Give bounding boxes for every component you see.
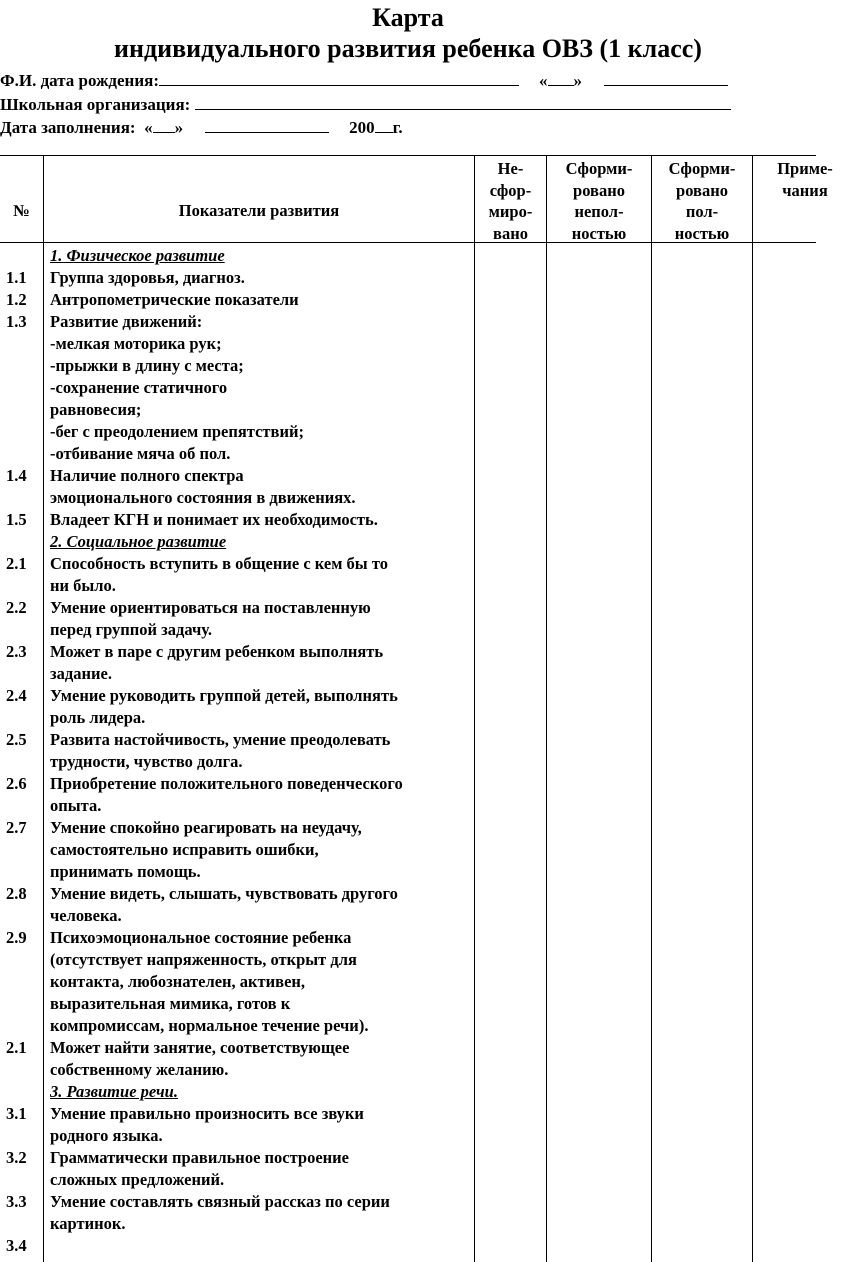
indicator-text: трудности, чувство долга. xyxy=(50,752,243,771)
school-line xyxy=(0,95,731,115)
indicator-text: Способность вступить в общение с кем бы то xyxy=(50,554,388,573)
row-number: 1.5 xyxy=(6,510,27,529)
row-number xyxy=(0,971,38,993)
school-label: Школьная организация: xyxy=(0,95,191,114)
table-row xyxy=(0,993,470,1015)
row-number xyxy=(0,905,38,927)
indicator-text: Грамматически правильное построение xyxy=(50,1148,349,1167)
table-row xyxy=(0,575,470,597)
day-field[interactable] xyxy=(548,71,574,86)
section-title xyxy=(38,1081,470,1103)
indicator-text: Психоэмоциональное состояние ребенка xyxy=(50,928,352,947)
row-number xyxy=(0,355,38,377)
row-number xyxy=(0,619,38,641)
indicator-text: картинок. xyxy=(50,1214,126,1233)
indicator-text: перед группой задачу. xyxy=(50,620,213,639)
table-body xyxy=(0,245,470,1257)
section-heading-row xyxy=(0,245,470,267)
date-line xyxy=(0,118,403,138)
indicator-text: задание. xyxy=(50,664,112,683)
row-number xyxy=(0,1213,38,1235)
table-row xyxy=(0,597,470,619)
fio-line xyxy=(0,71,728,91)
fio-quote-close: » xyxy=(573,71,582,90)
indicator-text: Группа здоровья, диагноз. xyxy=(50,268,245,287)
table-row xyxy=(0,1037,470,1059)
table-row xyxy=(0,1147,470,1169)
table-row xyxy=(0,267,470,289)
row-number xyxy=(0,487,38,509)
table-row xyxy=(0,773,470,795)
row-number xyxy=(0,861,38,883)
row-number xyxy=(0,949,38,971)
document-title: Карта xyxy=(372,3,444,32)
row-number xyxy=(0,333,38,355)
header-num: № xyxy=(13,201,30,220)
indicator-text: Развита настойчивость, умение преодолевать xyxy=(50,730,391,749)
row-number: 2.6 xyxy=(6,774,27,793)
indicator-text: Умение видеть, слышать, чувствовать другого xyxy=(50,884,398,903)
table-row xyxy=(0,1213,470,1235)
indicator-text: Умение спокойно реагировать на неудачу, xyxy=(50,818,362,837)
row-number: 2.1 xyxy=(6,554,27,573)
indicator-text: ни было. xyxy=(50,576,116,595)
row-number: 1.3 xyxy=(6,312,27,331)
indicator-text: контакта, любознателен, активен, xyxy=(50,972,306,991)
table-row xyxy=(0,399,470,421)
month-field[interactable] xyxy=(604,71,728,86)
indicator-text: Может в паре с другим ребенком выполнять xyxy=(50,642,384,661)
table-row xyxy=(0,817,470,839)
year-suffix: г. xyxy=(392,118,403,137)
table-row xyxy=(0,949,470,971)
row-number: 2.1 xyxy=(6,1038,27,1057)
table-row xyxy=(0,751,470,773)
date-month-field[interactable] xyxy=(205,118,329,133)
indicator-text: -мелкая моторика рук; xyxy=(50,334,222,353)
row-number: 2.3 xyxy=(6,642,27,661)
table-row xyxy=(0,619,470,641)
row-number xyxy=(0,399,38,421)
table-row xyxy=(0,641,470,663)
header-indicators: Показатели развития xyxy=(178,201,340,220)
indicator-text: принимать помощь. xyxy=(50,862,201,881)
section-heading-row xyxy=(0,531,470,553)
birth-date-field[interactable] xyxy=(159,71,519,86)
row-number: 1.4 xyxy=(6,466,27,485)
header-notes: Приме- чания xyxy=(777,159,833,200)
table-row xyxy=(0,795,470,817)
indicator-text: опыта. xyxy=(50,796,102,815)
table-row xyxy=(0,509,470,531)
section-title xyxy=(38,531,470,553)
table-row xyxy=(0,1169,470,1191)
table-row xyxy=(0,553,470,575)
table-row xyxy=(0,685,470,707)
table-row xyxy=(0,333,470,355)
row-number xyxy=(0,1125,38,1147)
indicator-text: самостоятельно исправить ошибки, xyxy=(50,840,319,859)
indicator-text: Умение составлять связный рассказ по серии xyxy=(50,1192,390,1211)
header-partly-formed: Сформи- ровано непол- ностью xyxy=(565,159,633,243)
row-number: 2.2 xyxy=(6,598,27,617)
table-row xyxy=(0,355,470,377)
row-number xyxy=(0,1059,38,1081)
table-row xyxy=(0,465,470,487)
row-number: 2.9 xyxy=(6,928,27,947)
date-quote-close: » xyxy=(174,118,184,137)
indicator-text: Может найти занятие, соответствующее xyxy=(50,1038,350,1057)
section-title-text: 2. Социальное развитие xyxy=(50,532,227,551)
table-row xyxy=(0,971,470,993)
indicator-text: Антропометрические показатели xyxy=(50,290,299,309)
row-number xyxy=(0,1081,38,1103)
row-number xyxy=(0,707,38,729)
row-number: 2.8 xyxy=(6,884,27,903)
year-field[interactable] xyxy=(375,118,393,133)
fio-quote-open: « xyxy=(539,71,548,90)
table-row xyxy=(0,1235,470,1257)
table-row xyxy=(0,1191,470,1213)
table-row xyxy=(0,905,470,927)
indicator-text: эмоционального состояния в движениях. xyxy=(50,488,356,507)
indicator-text: Приобретение положительного поведенческого xyxy=(50,774,403,793)
row-number: 1.1 xyxy=(6,268,27,287)
row-number xyxy=(0,993,38,1015)
indicator-text: (отсутствует напряженность, открыт для xyxy=(50,950,357,969)
date-label: Дата заполнения: « xyxy=(0,118,153,137)
table-row xyxy=(0,1125,470,1147)
row-number xyxy=(0,575,38,597)
indicator-text: Умение ориентироваться на поставленную xyxy=(50,598,371,617)
row-number xyxy=(0,795,38,817)
indicator-text: человека. xyxy=(50,906,122,925)
school-field[interactable] xyxy=(195,95,731,110)
row-number: 3.1 xyxy=(6,1104,27,1123)
row-number xyxy=(0,1169,38,1191)
section-title-text: 3. Развитие речи. xyxy=(50,1082,178,1101)
row-number: 2.4 xyxy=(6,686,27,705)
row-number xyxy=(0,531,38,553)
document-subtitle: индивидуального развития ребенка ОВЗ (1 класс) xyxy=(114,34,702,63)
row-number xyxy=(0,245,38,267)
indicator-text: собственному желанию. xyxy=(50,1060,229,1079)
table-row xyxy=(0,839,470,861)
table-row xyxy=(0,663,470,685)
row-number xyxy=(0,751,38,773)
row-number xyxy=(0,377,38,399)
row-number: 3.3 xyxy=(6,1192,27,1211)
section-title xyxy=(38,245,470,267)
indicator-text: Развитие движений: xyxy=(50,312,203,331)
indicator-text: сложных предложений. xyxy=(50,1170,225,1189)
indicator-text: равновесия; xyxy=(50,400,142,419)
indicator-text: Владеет КГН и понимает их необходимость. xyxy=(50,510,378,529)
header-not-formed: Не- сфор- миро- вано xyxy=(488,159,533,243)
row-number xyxy=(0,421,38,443)
table-row xyxy=(0,311,470,333)
indicator-text: выразительная мимика, готов к xyxy=(50,994,291,1013)
table-row xyxy=(0,421,470,443)
indicator-text: роль лидера. xyxy=(50,708,146,727)
table-row xyxy=(0,1103,470,1125)
table-row xyxy=(0,729,470,751)
row-number xyxy=(0,663,38,685)
table-row xyxy=(0,927,470,949)
row-number xyxy=(0,1015,38,1037)
table-row xyxy=(0,1015,470,1037)
row-number: 2.7 xyxy=(6,818,27,837)
header-fully-formed: Сформи- ровано пол- ностью xyxy=(668,159,736,243)
indicator-text: Умение правильно произносить все звуки xyxy=(50,1104,364,1123)
table-row xyxy=(0,487,470,509)
table-row xyxy=(0,861,470,883)
row-number: 2.5 xyxy=(6,730,27,749)
table-row xyxy=(0,707,470,729)
indicator-text xyxy=(38,1235,470,1257)
indicator-text: компромиссам, нормальное течение речи). xyxy=(50,1016,369,1035)
indicator-text: -бег с преодолением препятствий; xyxy=(50,422,304,441)
development-table xyxy=(0,155,833,1262)
indicator-text: Умение руководить группой детей, выполнять xyxy=(50,686,398,705)
indicator-text: Наличие полного спектра xyxy=(50,466,244,485)
row-number xyxy=(0,443,38,465)
table-row xyxy=(0,443,470,465)
section-title-text: 1. Физическое развитие xyxy=(50,246,225,265)
indicator-text: -отбивание мяча об пол. xyxy=(50,444,231,463)
indicator-text: -сохранение статичного xyxy=(50,378,228,397)
table-row xyxy=(0,1059,470,1081)
row-number: 3.2 xyxy=(6,1148,27,1167)
indicator-text: -прыжки в длину с места; xyxy=(50,356,244,375)
row-number xyxy=(0,839,38,861)
table-row xyxy=(0,377,470,399)
section-heading-row xyxy=(0,1081,470,1103)
table-row xyxy=(0,883,470,905)
row-number: 1.2 xyxy=(6,290,27,309)
row-number: 3.4 xyxy=(6,1236,27,1255)
year-prefix: 200 xyxy=(349,118,375,137)
date-day-field[interactable] xyxy=(153,118,175,133)
table-row xyxy=(0,289,470,311)
fio-label: Ф.И. дата рождения: xyxy=(0,71,159,90)
indicator-text: родного языка. xyxy=(50,1126,163,1145)
